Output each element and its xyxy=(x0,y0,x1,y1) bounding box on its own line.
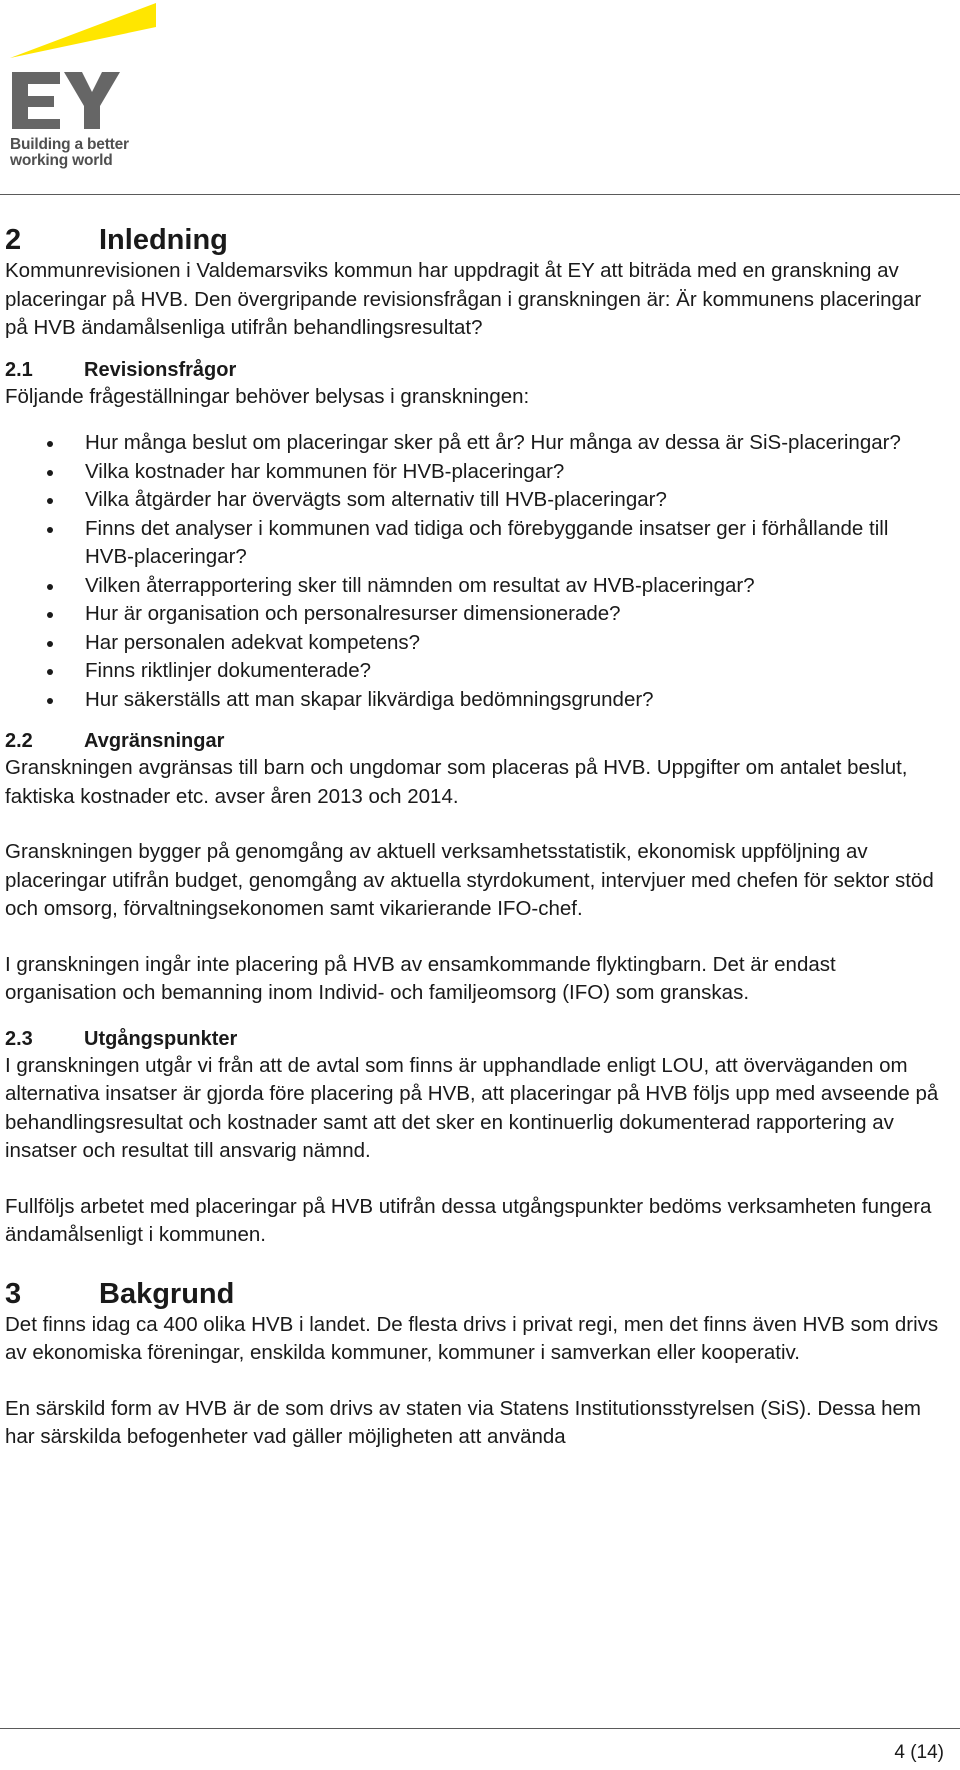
list-item: Hur säkerställs att man skapar likvärdiga bedömningsgrunder? xyxy=(5,686,940,715)
ey-tagline-line-1: Building a better xyxy=(10,136,129,153)
paragraph: En särskild form av HVB är de som drivs av staten via Statens Institutionsstyrelsen (SiS). Dessa hem har särskilda befogenheter vad gäller möjligheten att använda xyxy=(5,1396,922,1448)
page-number: 4 (14) xyxy=(894,1742,944,1763)
ey-tagline-line-2: working world xyxy=(10,152,113,169)
section-number: 2.3 xyxy=(5,1027,33,1050)
ey-logo-letter-e xyxy=(12,72,60,129)
section-3-heading xyxy=(5,1277,940,1311)
document-body xyxy=(5,223,940,1452)
list-item: Vilka åtgärder har övervägts som alternativ till HVB-placeringar? xyxy=(5,486,940,515)
ey-tagline xyxy=(10,137,129,169)
paragraph: Det finns idag ca 400 olika HVB i landet. De flesta drivs i privat regi, men det finns även HVB som drivs av ekonomiska föreningar, enskilda kommuner, kommuner i samverkan eller kooperativ. xyxy=(5,1312,939,1364)
list-item: Har personalen adekvat kompetens? xyxy=(5,629,940,658)
section-title: Avgränsningar xyxy=(84,730,225,752)
paragraph: I granskningen ingår inte placering på HVB av ensamkommande flyktingbarn. Det är endast organisation och bemanning inom Individ- och familjeomsorg (IFO) som granskas. xyxy=(5,952,836,1004)
paragraph: Granskningen avgränsas till barn och ungdomar som placeras på HVB. Uppgifter om antalet beslut, faktiska kostnader etc. avser åren 2013 och 2014. xyxy=(5,756,908,808)
section-title: Bakgrund xyxy=(99,1277,235,1310)
ey-logo-letter-y xyxy=(64,72,120,129)
section-number: 3 xyxy=(5,1277,22,1310)
list-item: Hur är organisation och personalresurser dimensionerade? xyxy=(5,600,940,629)
section-title: Inledning xyxy=(99,224,228,256)
section-2-3-heading xyxy=(5,1026,940,1052)
section-title: Utgångspunkter xyxy=(84,1027,238,1050)
list-item: Vilka kostnader har kommunen för HVB-placeringar? xyxy=(5,458,940,487)
section-2-1-heading xyxy=(5,357,940,383)
revision-questions-list xyxy=(5,429,940,714)
header-divider xyxy=(0,194,960,195)
section-number: 2.2 xyxy=(5,730,33,752)
ey-logo xyxy=(8,0,168,180)
section-number: 2.1 xyxy=(5,358,33,381)
section-title: Revisionsfrågor xyxy=(84,358,237,381)
section-number: 2 xyxy=(5,224,22,256)
section-2-1-intro: Följande frågeställningar behöver belysas i granskningen: xyxy=(5,384,530,408)
footer-divider xyxy=(0,1728,960,1729)
section-2-heading xyxy=(5,223,940,257)
paragraph: I granskningen utgår vi från att de avtal som finns är upphandlade enligt LOU, att överväganden om alternativa insatser är gjorda före placering på HVB, att placeringar på HVB följs upp med avseende på behandlingsresultat och kostnader samt att det sker en kontinuerlig dokumenterad rapportering av insatser och resultat till ansvarig nämnd. xyxy=(5,1053,939,1162)
list-item: Hur många beslut om placeringar sker på ett år? Hur många av dessa är SiS-placeringar? xyxy=(5,429,940,458)
ey-logo-mark xyxy=(8,0,168,130)
list-item: Finns riktlinjer dokumenterade? xyxy=(5,657,940,686)
ey-logo-beam xyxy=(10,3,156,58)
section-2-2-heading xyxy=(5,728,940,754)
list-item: Finns det analyser i kommunen vad tidiga och förebyggande insatser ger i förhållande till HVB-placeringar? xyxy=(5,515,940,572)
section-2-intro: Kommunrevisionen i Valdemarsviks kommun har uppdragit åt EY att biträda med en granskning av placeringar på HVB. Den övergripande revisionsfrågan i granskningen är: Är kommunens placeringar på HVB ändamålsenliga utifrån behandlingsresultat? xyxy=(5,259,922,339)
paragraph: Granskningen bygger på genomgång av aktuell verksamhetsstatistik, ekonomisk uppföljning av placeringar utifrån budget, genomgång av aktuella styrdokument, intervjuer med chefen för sektor stöd och omsorg, förvaltningsekonomen samt vikarierande IFO-chef. xyxy=(5,840,934,920)
list-item: Vilken återrapportering sker till nämnden om resultat av HVB-placeringar? xyxy=(5,572,940,601)
paragraph: Fullföljs arbetet med placeringar på HVB utifrån dessa utgångspunkter bedöms verksamheten fungera ändamålsenligt i kommunen. xyxy=(5,1194,932,1246)
